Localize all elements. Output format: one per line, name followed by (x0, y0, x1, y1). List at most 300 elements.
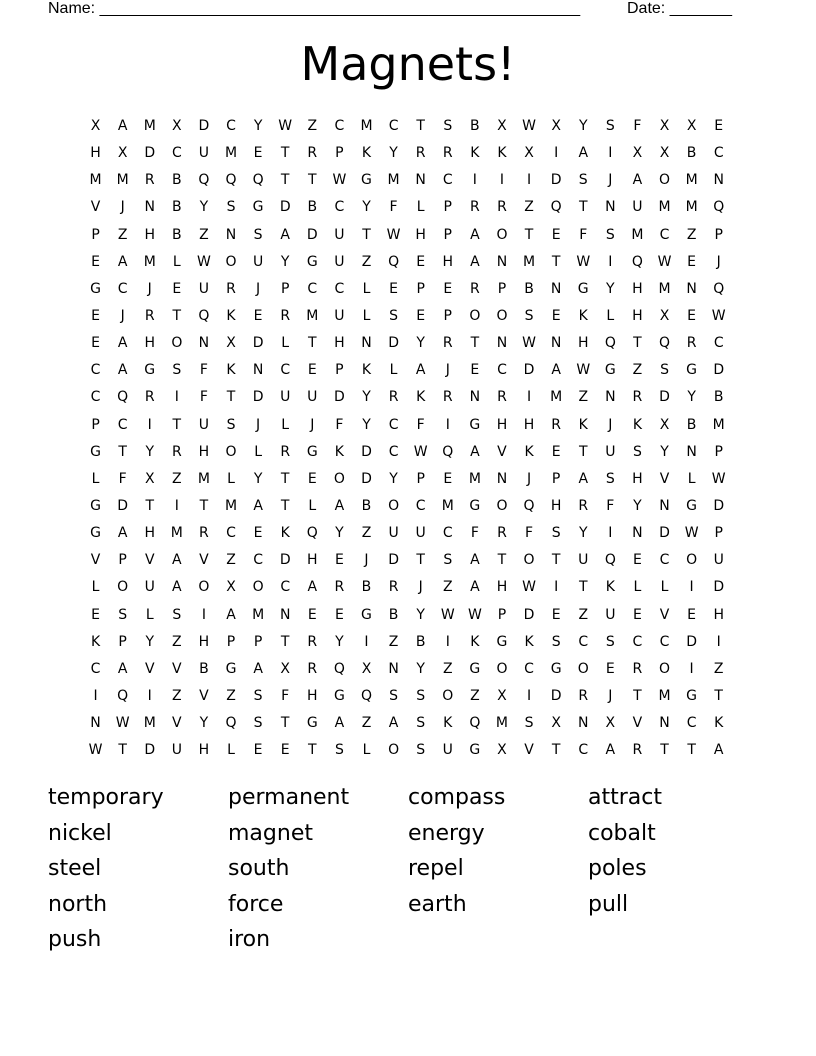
grid-letter: T (308, 335, 317, 352)
grid-letter: G (469, 660, 481, 677)
grid-letter: T (578, 199, 588, 216)
grid-letter: F (579, 226, 588, 243)
grid-letter: G (604, 362, 616, 379)
grid-letter: E (307, 606, 317, 623)
grid-letter: U (388, 525, 399, 542)
grid-letter: K (226, 307, 236, 324)
grid-letter: P (551, 470, 561, 487)
grid-letter: K (443, 715, 453, 732)
grid-letter: Y (687, 389, 696, 406)
grid-letter: X (226, 335, 236, 352)
grid-letter: J (364, 552, 369, 569)
grid-letter: Y (253, 118, 263, 134)
grid-letter: A (334, 497, 345, 514)
grid-letter: T (118, 443, 127, 460)
grid-letter: Z (388, 633, 399, 650)
grid-letter: G (469, 497, 481, 514)
grid-letter: C (226, 118, 236, 134)
grid-letter: K (334, 443, 344, 460)
grid-letter: X (659, 416, 670, 433)
grid-letter: D (388, 552, 399, 569)
grid-letter: R (388, 579, 399, 596)
grid-letter: P (118, 552, 127, 569)
grid-letter: I (526, 172, 532, 189)
grid-letter: P (416, 470, 425, 487)
grid-letter: A (578, 145, 589, 162)
grid-letter: N (686, 443, 697, 460)
grid-row (82, 222, 732, 249)
grid-letter: T (280, 172, 290, 189)
grid-row (82, 357, 732, 384)
grid-letter: M (550, 389, 563, 406)
grid-letter: D (713, 579, 725, 596)
grid-letter: B (172, 226, 182, 243)
grid-letter: C (90, 660, 101, 677)
grid-letter: U (144, 579, 155, 596)
grid-letter: O (388, 742, 400, 759)
page-title: Magnets! (300, 37, 516, 91)
grid-letter: A (172, 552, 182, 569)
grid-letter: S (443, 552, 453, 569)
grid-letter: M (116, 172, 129, 189)
grid-letter: P (714, 443, 723, 460)
grid-letter: G (90, 443, 101, 460)
grid-letter: Z (117, 226, 128, 243)
grid-letter: A (470, 552, 480, 569)
grid-letter: D (550, 687, 562, 704)
grid-letter: N (550, 335, 562, 352)
grid-letter: E (443, 470, 453, 487)
grid-letter: J (256, 280, 261, 297)
grid-letter: N (496, 470, 508, 487)
grid-letter: A (117, 335, 128, 352)
grid-letter: R (442, 389, 453, 406)
grid-letter: Z (172, 687, 182, 704)
grid-letter: C (659, 552, 670, 569)
grid-letter: G (306, 443, 318, 460)
grid-letter: C (334, 280, 345, 297)
grid-letter: T (172, 416, 182, 433)
grid-letter: H (713, 606, 724, 623)
grid-letter: S (253, 226, 263, 243)
grid-letter: D (388, 335, 399, 352)
grid-letter: R (334, 579, 345, 596)
word-bank-item: cobalt (588, 820, 656, 846)
grid-letter: V (659, 470, 670, 487)
grid-letter: E (253, 307, 263, 324)
grid-letter: K (524, 633, 534, 650)
grid-letter: C (171, 145, 182, 162)
grid-letter: B (470, 118, 480, 134)
grid-letter: D (713, 497, 725, 514)
grid-letter: M (89, 172, 102, 189)
grid-letter: N (496, 253, 508, 270)
grid-letter: H (198, 633, 210, 650)
grid-letter: F (199, 362, 208, 379)
grid-letter: T (362, 226, 371, 243)
grid-letter: K (361, 145, 372, 162)
grid-letter: A (388, 715, 399, 732)
grid-letter: B (415, 633, 426, 650)
grid-letter: A (470, 443, 480, 460)
word-bank-item: south (228, 856, 290, 881)
grid-letter: T (660, 742, 669, 759)
grid-letter: Z (442, 579, 453, 596)
grid-letter: I (554, 579, 559, 596)
grid-letter: R (144, 172, 155, 189)
grid-letter: D (659, 525, 670, 542)
grid-letter: Z (361, 525, 372, 542)
grid-letter: N (198, 335, 210, 352)
grid-letter: G (252, 199, 264, 216)
grid-letter: S (605, 633, 615, 650)
grid-letter: O (686, 552, 698, 569)
grid-letter: E (389, 280, 398, 297)
grid-letter: F (416, 416, 425, 433)
grid-letter: C (524, 660, 534, 677)
grid-letter: D (279, 199, 291, 216)
grid-letter: Y (416, 660, 425, 677)
grid-letter: N (388, 660, 399, 677)
grid-letter: N (469, 389, 481, 406)
grid-letter: R (226, 280, 236, 297)
grid-letter: E (551, 307, 561, 324)
grid-letter: P (443, 226, 452, 243)
grid-letter: C (578, 742, 589, 759)
grid-row (82, 303, 732, 330)
grid-letter: J (120, 199, 125, 216)
grid-letter: A (117, 362, 128, 379)
grid-letter: J (608, 172, 613, 189)
grid-letter: W (657, 253, 672, 270)
grid-letter: W (711, 470, 726, 487)
grid-letter: V (144, 660, 155, 677)
grid-letter: V (199, 552, 209, 569)
grid-letter: D (279, 552, 291, 569)
grid-letter: V (172, 660, 182, 677)
grid-letter: P (497, 280, 507, 297)
grid-letter: F (633, 118, 642, 134)
grid-letter: X (659, 307, 670, 324)
grid-letter: P (714, 226, 723, 243)
grid-letter: M (143, 118, 156, 134)
grid-letter: Y (416, 335, 425, 352)
grid-letter: R (497, 199, 507, 216)
grid-letter: I (499, 172, 505, 189)
grid-letter: K (361, 362, 372, 379)
grid-letter: I (608, 145, 613, 162)
grid-letter: S (632, 443, 642, 460)
grid-letter: F (389, 199, 398, 216)
grid-letter: C (442, 525, 453, 542)
grid-letter: R (442, 145, 453, 162)
grid-letter: K (497, 145, 507, 162)
grid-letter: C (280, 579, 291, 596)
word-bank-item: energy (408, 820, 485, 846)
grid-letter: K (90, 633, 101, 650)
grid-letter: J (256, 416, 261, 433)
grid-letter: I (174, 389, 179, 406)
grid-letter: U (307, 389, 318, 406)
grid-letter: G (90, 280, 101, 297)
grid-letter: P (91, 226, 100, 243)
grid-letter: G (361, 606, 372, 623)
grid-row (82, 737, 732, 764)
grid-letter: E (687, 307, 697, 324)
grid-letter: T (308, 742, 317, 759)
grid-letter: N (659, 715, 670, 732)
grid-letter: C (578, 633, 589, 650)
grid-letter: X (280, 660, 290, 677)
grid-letter: F (335, 416, 344, 433)
grid-letter: B (307, 199, 318, 216)
grid-letter: Q (604, 552, 616, 569)
grid-letter: L (308, 497, 317, 514)
grid-letter: Q (713, 199, 725, 216)
grid-letter: Y (389, 145, 398, 162)
grid-letter: R (280, 307, 291, 324)
grid-letter: M (658, 199, 671, 216)
grid-letter: N (605, 199, 616, 216)
grid-letter: U (415, 525, 426, 542)
grid-letter: E (632, 606, 642, 623)
grid-row (82, 249, 732, 276)
grid-letter: E (714, 118, 724, 134)
grid-letter: L (389, 362, 398, 379)
grid-letter: Q (252, 172, 264, 189)
grid-letter: O (333, 470, 345, 487)
grid-letter: B (713, 389, 724, 406)
grid-letter: V (90, 199, 101, 216)
grid-letter: R (280, 443, 291, 460)
grid-letter: O (171, 335, 183, 352)
grid-letter: Q (360, 687, 372, 704)
grid-letter: X (497, 742, 507, 759)
grid-row (82, 439, 732, 466)
grid-letter: T (578, 579, 588, 596)
grid-letter: Z (686, 226, 697, 243)
grid-letter: N (361, 335, 372, 352)
grid-letter: K (605, 579, 615, 596)
word-bank-item: earth (408, 891, 467, 917)
grid-letter: A (253, 660, 263, 677)
grid-letter: Z (307, 118, 318, 134)
grid-letter: H (307, 687, 318, 704)
grid-letter: G (469, 416, 481, 433)
grid-letter: M (685, 172, 698, 189)
grid-letter: L (416, 199, 425, 216)
grid-letter: L (91, 470, 100, 487)
grid-letter: F (118, 470, 127, 487)
grid-letter: O (523, 552, 535, 569)
grid-letter: G (333, 687, 345, 704)
grid-letter: O (117, 579, 129, 596)
grid-letter: E (416, 307, 426, 324)
grid-letter: T (524, 226, 534, 243)
grid-letter: I (93, 687, 98, 704)
grid-letter: E (632, 552, 642, 569)
grid-letter: L (145, 606, 154, 623)
grid-letter: A (307, 579, 318, 596)
grid-letter: Q (117, 687, 129, 704)
grid-letter: A (632, 172, 643, 189)
grid-letter: I (147, 687, 152, 704)
grid-letter: N (686, 280, 697, 297)
grid-letter: E (416, 253, 426, 270)
grid-letter: I (554, 145, 559, 162)
grid-letter: S (172, 362, 182, 379)
grid-letter: W (386, 226, 401, 243)
grid-letter: O (496, 497, 508, 514)
grid-letter: L (254, 443, 263, 460)
grid-letter: N (550, 280, 562, 297)
grid-letter: D (686, 633, 697, 650)
grid-letter: Y (145, 633, 155, 650)
grid-letter: T (280, 497, 290, 514)
grid-letter: R (551, 416, 561, 433)
grid-letter: W (332, 172, 347, 189)
grid-letter: X (605, 715, 616, 732)
grid-letter: R (144, 307, 155, 324)
grid-letter: G (686, 687, 698, 704)
grid-letter: M (441, 497, 454, 514)
grid-letter: A (117, 660, 128, 677)
grid-letter: E (551, 606, 561, 623)
grid-letter: C (117, 280, 128, 297)
grid-letter: G (550, 660, 562, 677)
grid-letter: Q (306, 525, 318, 542)
grid-letter: N (632, 525, 643, 542)
grid-letter: M (224, 497, 238, 514)
grid-letter: M (306, 307, 319, 324)
grid-letter: A (470, 226, 480, 243)
word-bank-item: iron (228, 927, 271, 952)
grid-letter: M (523, 253, 536, 270)
word-bank-item: pull (588, 891, 629, 917)
grid-letter: H (577, 335, 589, 352)
grid-letter: U (334, 226, 345, 243)
grid-letter: J (445, 362, 450, 379)
grid-letter: B (524, 280, 534, 297)
grid-letter: Q (388, 253, 400, 270)
grid-letter: T (416, 118, 425, 134)
grid-letter: F (281, 687, 290, 704)
grid-letter: Z (226, 687, 236, 704)
grid-letter: C (388, 118, 399, 134)
grid-letter: A (172, 579, 182, 596)
grid-letter: E (280, 742, 290, 759)
grid-letter: L (633, 579, 642, 596)
word-bank-item: force (228, 891, 284, 917)
grid-letter: X (551, 715, 561, 732)
grid-letter: Y (253, 470, 263, 487)
grid-letter: I (174, 497, 179, 514)
grid-letter: M (658, 280, 671, 297)
grid-letter: H (90, 145, 101, 162)
grid-letter: H (496, 416, 508, 433)
grid-letter: H (550, 497, 562, 514)
grid-letter: Q (550, 199, 562, 216)
grid-letter: E (687, 606, 697, 623)
grid-letter: M (360, 118, 373, 134)
grid-letter: C (497, 362, 507, 379)
grid-letter: Z (172, 633, 182, 650)
grid-letter: F (525, 525, 534, 542)
grid-letter: C (253, 552, 263, 569)
grid-letter: Q (442, 443, 454, 460)
grid-letter: H (415, 226, 426, 243)
grid-row (82, 466, 732, 493)
grid-letter: W (115, 715, 130, 732)
grid-letter: A (280, 226, 290, 243)
grid-letter: N (252, 362, 264, 379)
grid-letter: R (497, 525, 507, 542)
grid-letter: W (684, 525, 699, 542)
grid-letter: H (442, 253, 454, 270)
grid-letter: O (198, 579, 210, 596)
grid-letter: V (632, 715, 643, 732)
grid-letter: E (334, 552, 344, 569)
grid-letter: V (497, 443, 507, 460)
grid-letter: X (497, 118, 507, 134)
grid-letter: V (659, 606, 670, 623)
grid-letter: N (605, 389, 616, 406)
grid-letter: Q (225, 172, 237, 189)
grid-letter: V (524, 742, 534, 759)
grid-letter: Y (578, 118, 588, 134)
grid-letter: R (632, 660, 643, 677)
grid-letter: N (713, 172, 724, 189)
grid-letter: J (310, 416, 315, 433)
grid-row (82, 547, 732, 574)
grid-letter: W (440, 606, 455, 623)
grid-letter: E (253, 525, 263, 542)
grid-letter: Q (659, 335, 671, 352)
grid-letter: M (685, 199, 698, 216)
grid-letter: N (659, 497, 670, 514)
letter-grid (82, 113, 732, 764)
grid-letter: R (307, 660, 318, 677)
grid-letter: E (551, 443, 561, 460)
grid-letter: W (522, 118, 536, 134)
grid-letter: P (714, 525, 723, 542)
grid-letter: G (306, 715, 318, 732)
grid-letter: E (687, 253, 697, 270)
grid-letter: T (551, 253, 561, 270)
grid-letter: T (145, 497, 155, 514)
grid-letter: D (361, 443, 372, 460)
grid-letter: S (660, 362, 669, 379)
grid-letter: E (253, 742, 263, 759)
grid-letter: O (252, 579, 264, 596)
grid-letter: U (578, 552, 589, 569)
grid-letter: R (686, 335, 697, 352)
grid-letter: I (472, 172, 477, 189)
grid-letter: I (445, 416, 450, 433)
grid-letter: I (526, 389, 532, 406)
grid-letter: M (170, 525, 183, 542)
grid-letter: R (199, 525, 209, 542)
grid-letter: T (280, 470, 290, 487)
grid-row (82, 113, 732, 140)
grid-letter: J (418, 579, 423, 596)
grid-letter: F (606, 497, 615, 514)
grid-letter: G (469, 742, 481, 759)
grid-letter: I (147, 416, 152, 433)
word-bank-item: temporary (48, 785, 164, 810)
grid-letter: Q (117, 389, 129, 406)
grid-letter: S (578, 172, 588, 189)
